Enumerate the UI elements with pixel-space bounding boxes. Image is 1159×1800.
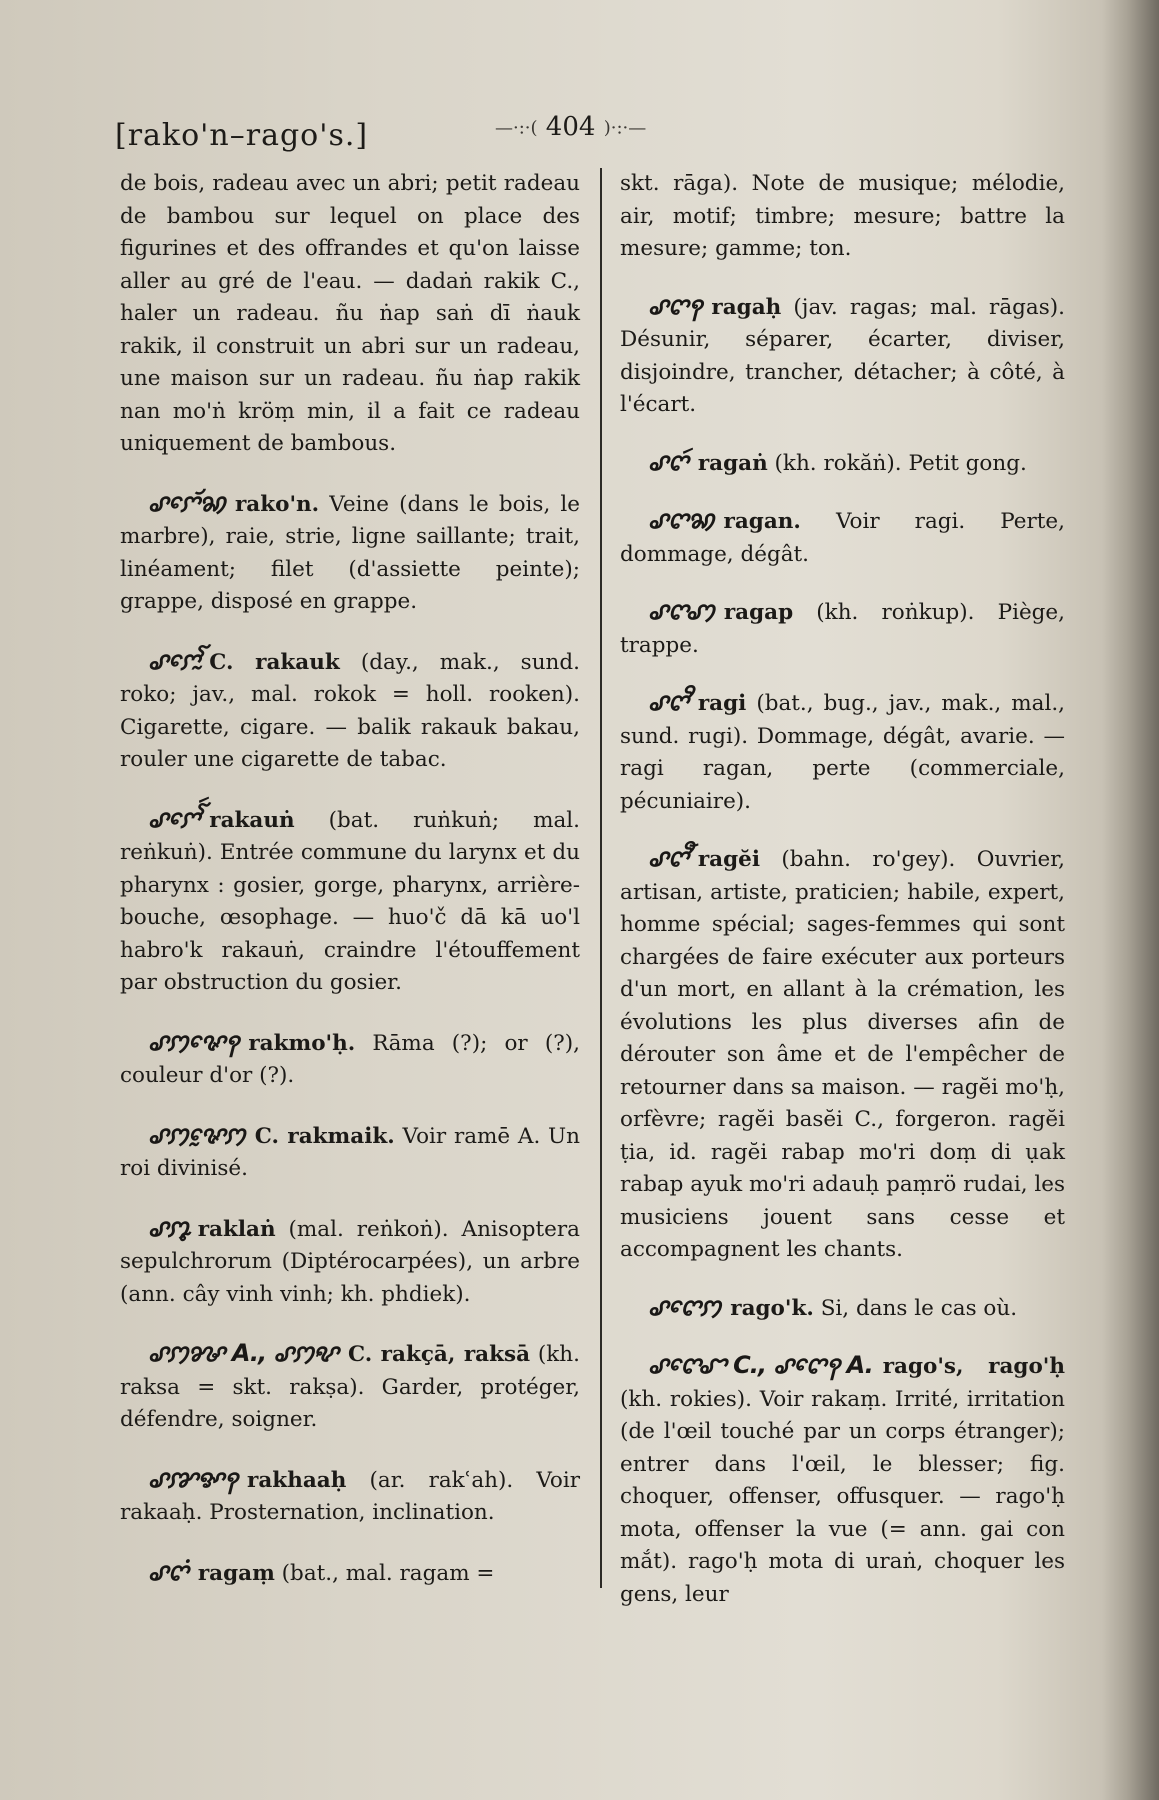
- headword: rago'k.: [730, 1295, 814, 1321]
- entry: [120, 1556, 580, 1591]
- definition: Rāma (?); or (?), couleur d'or (?).: [120, 1030, 580, 1088]
- definition: (bat. ruṅkuṅ; mal. reṅkuṅ). Entrée commune du larynx et du pharynx : gosier, gorge, pharynx, arrière-bouche, œsophage. — huo'č dā kā uo'l habro'k rakauṅ, craindre l'étouffement par obstruction du gosier.: [120, 807, 580, 995]
- cham-script: ꨣꨈꩃ: [648, 447, 688, 476]
- entry: [620, 686, 1065, 818]
- definition: (bahn. ro'gey). Ouvrier, artisan, artiste, praticien; habile, expert, homme spécial; sages-femmes qui sont chargées de faire exécuter aux porteurs d'un mort, en allant à la crémation, les évolutions les plus diverses afin de dérouter son âme et de l'empêcher de retourner dans sa maison. — ragĕi mo'ḥ, orfèvre; ragĕi basĕi C., forgeron. ragĕi ṭia, id. ragĕi rabap mo'ri doṃ di ụak rabap ayuk mo'ri adauḥ paṃrö rudai, les musiciens jouent sans cesse et accompagnent les chants.: [620, 847, 1066, 1262]
- headword: ragap: [723, 600, 794, 625]
- cham-script: ꨣꨈꨪ: [648, 688, 688, 716]
- definition: (kh. roṅkup). Piège, trappe.: [620, 600, 1065, 658]
- headword: rakhaaḥ: [247, 1467, 347, 1493]
- definition: (ar. rakʿah). Voir rakaaḥ. Prosternation, inclination.: [120, 1467, 580, 1525]
- definition: (jav. ragas; mal. rāgas). Désunir, séparer, écarter, diviser, disjoindre, trancher, détacher; à côté, à l'écart.: [620, 294, 1065, 417]
- entry: [120, 1026, 580, 1093]
- entry: [620, 446, 1065, 481]
- cham-script: ꨣꨆꨯꨱꩃ: [148, 804, 200, 833]
- page-number: 404: [545, 112, 596, 142]
- page-gutter-shadow: [1101, 0, 1159, 1800]
- definition: (kh. rokăṅ). Petit gong.: [774, 450, 1027, 476]
- running-header: [rako'n–rago's.]: [115, 118, 369, 153]
- headword: ragĕi: [697, 847, 760, 872]
- left-continuation: de bois, radeau avec un abri; petit radeau de bambou sur lequel on place des figurines et des offrandes et qu'on laisse aller au gré de l'eau. — dadaṅ rakik C., haler un radeau. ñu ṅap saṅ dī ṅauk rakik, il construit un abri sur un radeau, une maison sur un radeau. ñu ṅap rakik nan mo'ṅ kröṃ min, il a fait ce radeau uniquement de bambous.: [120, 171, 580, 456]
- entry: [620, 504, 1065, 571]
- right-column: [620, 168, 1065, 1611]
- cham-script: ꨣꨈꩌ: [148, 1557, 188, 1586]
- entry: [620, 1291, 1065, 1326]
- cham-script: ꨣꨈꨯꩀ: [648, 1292, 721, 1321]
- headword: rako'n.: [234, 491, 320, 517]
- cham-script: ꨣꩀꨟꨰꩀ: [148, 1120, 245, 1149]
- headword: rago's, rago'ḥ: [882, 1354, 1065, 1379]
- cham-script: ꨣꩀꨵ: [148, 1213, 188, 1242]
- headword: rakauṅ: [209, 807, 295, 833]
- entry: [120, 1463, 580, 1530]
- definition: (bat., mal. ragam =: [281, 1560, 495, 1586]
- headword: C. rakçā, raksā: [347, 1342, 531, 1367]
- headword: C. rakauk: [209, 649, 340, 675]
- headword: ragi: [697, 691, 747, 716]
- definition: Si, dans le cas où.: [820, 1295, 1018, 1321]
- left-column: [120, 168, 580, 1590]
- headword: raklaṅ: [197, 1216, 276, 1242]
- definition: Voir ragi. Perte, dommage, dégât.: [620, 509, 1065, 567]
- headword: ragaṃ: [197, 1560, 275, 1586]
- definition: Voir ramē A. Un roi divinisé.: [120, 1123, 581, 1181]
- definition: (bat., bug., jav., mak., mal., sund. rugi). Dommage, dégât, avarie. — ragi ragan, perte (commerciale, pécuniaire).: [620, 691, 1065, 814]
- cham-script: ꨣꩀꨟꨯꩍ: [148, 1027, 239, 1056]
- right-continuation: skt. rāga). Note de musique; mélodie, air, motif; timbre; mesure; battre la mesure; gamme; ton.: [620, 171, 1065, 261]
- entry: [120, 1337, 580, 1437]
- headword: ragan.: [723, 509, 801, 534]
- definition: (mal. reṅkoṅ). Anisoptera sepulchrorum (Diptérocarpées), un arbre (ann. cây vinh vinh; kh. phdiek).: [120, 1216, 580, 1307]
- cham-script: ꨣꨈꩇ: [648, 597, 714, 625]
- page-number-line: [495, 112, 646, 142]
- definition: Veine (dans le bois, le marbre), raie, strie, ligne saillante; trait, linéament; filet (d'assiette peinte); grappe, disposé en grappe.: [120, 491, 580, 614]
- cham-script: ꨣꨈꩆ: [648, 506, 714, 534]
- entry: [120, 1212, 580, 1312]
- headword: ragaṅ: [697, 450, 768, 476]
- cham-script: ꨣꨈꨯꨧ C., ꨣꨈꨯꩍ A.: [648, 1351, 873, 1379]
- entry: [620, 842, 1065, 1267]
- entry: [620, 595, 1065, 662]
- definition: (day., mak., sund. roko; jav., mal. rokok = holl. rooken). Cigarette, cigare. — balik rakauk bakau, rouler une cigarette de tabac.: [120, 649, 581, 772]
- entry: [620, 290, 1065, 422]
- entry: [120, 645, 580, 777]
- definition: (kh. rokies). Voir rakaṃ. Irrité, irritation (de l'œil touché par un corps étranger); entrer dans l'œil, le blesser; fig. choquer, offenser, offusquer. — rago'ḥ mota, offenser la vue (= ann. gai con mắt). rago'ḥ mota di uraṅ, choquer les gens, leur: [620, 1386, 1065, 1607]
- ornament-right: )·:·—: [603, 117, 647, 139]
- definition: (kh. raksa = skt. rakṣa). Garder, protéger, défendre, soigner.: [120, 1342, 580, 1432]
- entry: [120, 487, 580, 619]
- ornament-left: —·:·(: [495, 117, 538, 139]
- cham-script: ꨣꨈꨬ: [648, 844, 688, 872]
- headword: rakmo'ḥ.: [248, 1030, 356, 1056]
- cham-script: ꨣꩀꨍ A., ꨣꩀꨦ: [148, 1339, 338, 1367]
- headword: ragaḥ: [711, 294, 782, 320]
- column-divider: [600, 168, 602, 1588]
- entry: [120, 803, 580, 1000]
- entry: [620, 1349, 1065, 1611]
- entry: [120, 1119, 580, 1186]
- cham-script: ꨣꨈꩍ: [648, 291, 702, 320]
- headword: C. rakmaik.: [254, 1123, 395, 1149]
- cham-script: ꨣꨆꨯꨱꨭ: [148, 646, 200, 675]
- cham-script: ꨣꨇꨀꩍ: [148, 1464, 238, 1493]
- cham-script: ꨣꨆꨯꨮꩆ: [148, 488, 225, 517]
